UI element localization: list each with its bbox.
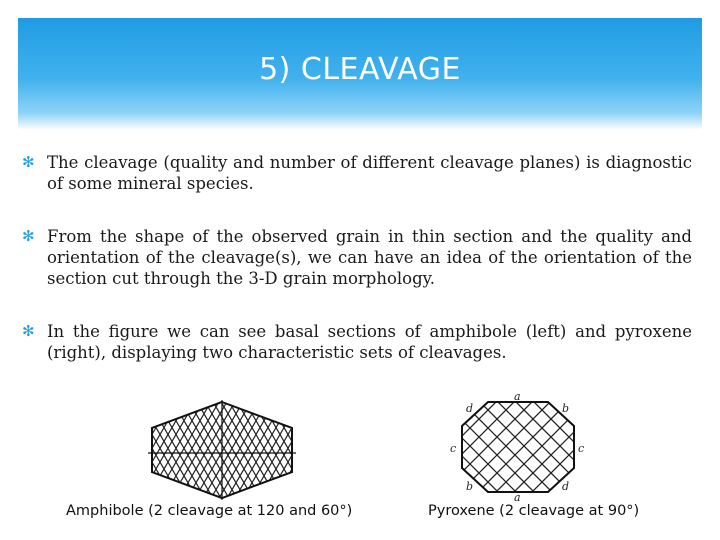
- bullet-text: The cleavage (quality and number of different cleavage planes) is diagnostic of some mineral species.: [47, 153, 692, 193]
- cleavage-line: [242, 400, 296, 500]
- cleavage-line: [148, 400, 166, 500]
- cleavage-line: [148, 400, 150, 500]
- face-label: a: [514, 392, 521, 403]
- face-label: a: [514, 491, 521, 502]
- cleavage-line: [148, 400, 188, 500]
- asterisk-icon: ✻: [22, 322, 35, 340]
- bullet-item: [22, 152, 692, 194]
- pyroxene-caption: Pyroxene (2 cleavage at 90°): [428, 503, 640, 519]
- cleavage-line: [448, 392, 506, 502]
- cleavage-line: [448, 392, 508, 502]
- cleavage-line: [486, 392, 588, 502]
- asterisk-icon: ✻: [22, 227, 35, 245]
- pyroxene-section-figure: [448, 392, 588, 502]
- amphibole-section-figure: [148, 400, 296, 500]
- face-label: c: [450, 442, 457, 455]
- amphibole-caption: Amphibole (2 cleavage at 120 and 60°): [66, 503, 353, 519]
- cleavage-line: [506, 392, 588, 502]
- bullet-text: In the figure we can see basal sections of amphibole (left) and pyroxene (right), displaying two characteristic sets of cleavages.: [47, 322, 692, 362]
- face-label: c: [578, 442, 585, 455]
- cleavage-line: [284, 400, 296, 500]
- face-label: d: [562, 480, 570, 493]
- bullet-item: [22, 321, 692, 363]
- face-label: d: [466, 402, 474, 415]
- bullet-item: [22, 226, 692, 289]
- bullet-text: From the shape of the observed grain in thin section and the quality and orientation of the cleavage(s), we can have an idea of the orientation of the section cut through the 3-D grain morphology.: [47, 227, 692, 288]
- face-label: b: [466, 480, 474, 493]
- face-label: b: [562, 402, 570, 415]
- slide-title: 5) CLEAVAGE: [259, 52, 461, 87]
- cleavage-line: [148, 400, 204, 500]
- cleavage-line: [258, 400, 296, 500]
- asterisk-icon: ✻: [22, 153, 35, 171]
